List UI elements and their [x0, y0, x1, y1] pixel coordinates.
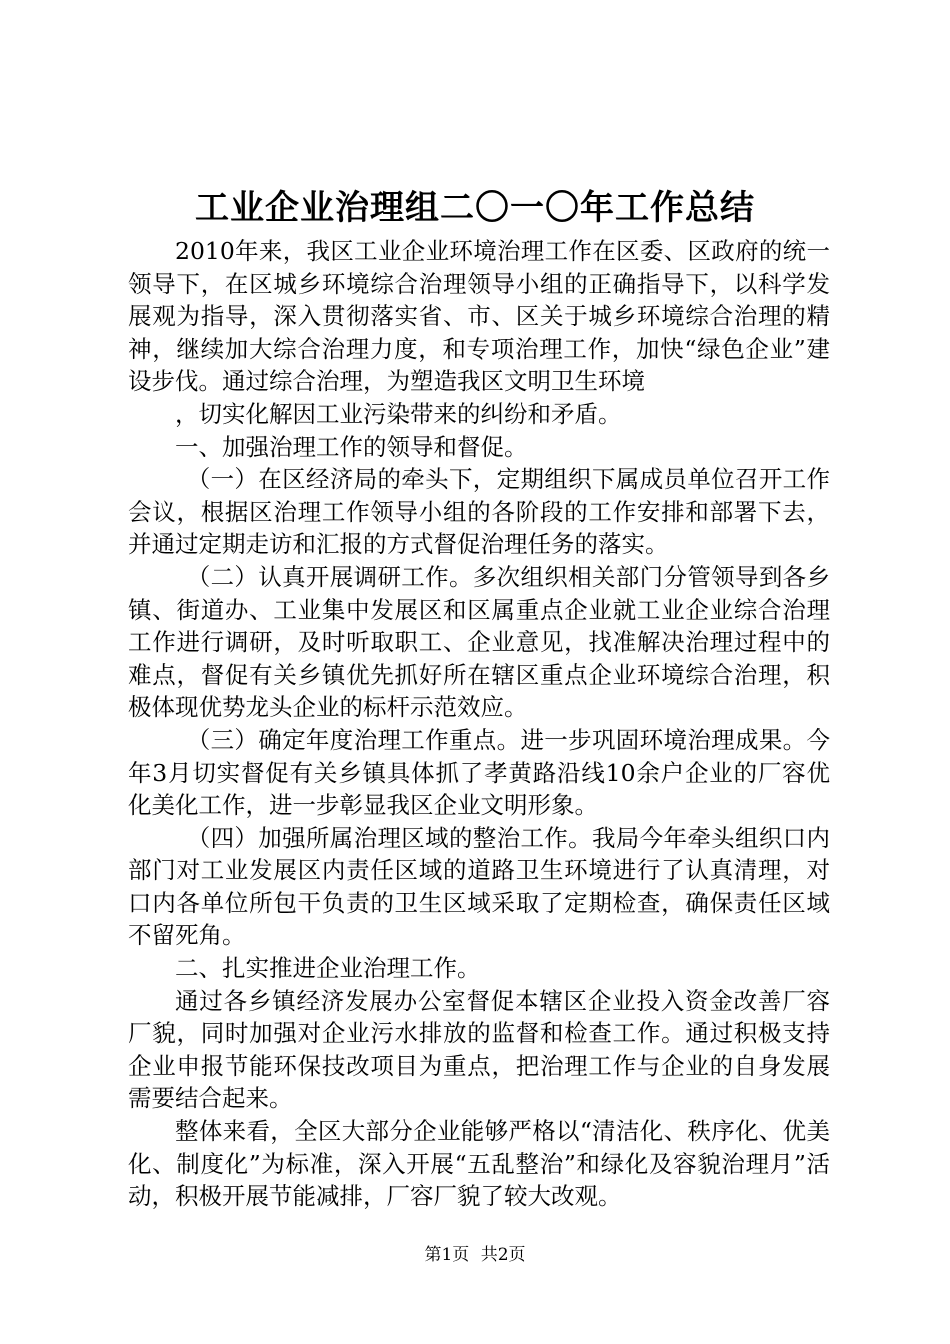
paragraph: ，切实化解因工业污染带来的纠纷和矛盾。: [175, 399, 622, 428]
paragraph: 通过各乡镇经济发展办公室督促本辖区企业投入资金改善厂容厂貌，同时加强对企业污水排放的监督和检查工作。通过积极支持企业申报节能环保技改项目为重点，把治理工作与企业的自身发展需要结合起来。: [128, 986, 830, 1113]
paragraph: （二）认真开展调研工作。多次组织相关部门分管领导到各乡镇、街道办、工业集中发展区和区属重点企业就工业企业综合治理工作进行调研，及时听取职工、企业意见，找准解决治理过程中的难点，督促有关乡镇优先抓好所在辖区重点企业环境综合治理，积极体现优势龙头企业的标杆示范效应。: [128, 562, 830, 722]
section-heading: 二、扎实推进企业治理工作。: [175, 954, 481, 983]
page-total: 共2页: [480, 1245, 526, 1265]
document-title: 工业企业治理组二〇一〇年工作总结: [195, 188, 755, 228]
page-footer: [0, 1244, 950, 1266]
paragraph: （四）加强所属治理区域的整治工作。我局今年牵头组织口内部门对工业发展区内责任区域的道路卫生环境进行了认真清理，对口内各单位所包干负责的卫生区域采取了定期检查，确保责任区域不留死角。: [128, 823, 830, 950]
paragraph: （三）确定年度治理工作重点。进一步巩固环境治理成果。今年3月切实督促有关乡镇具体抓了孝黄路沿线10余户企业的厂容优化美化工作，进一步彰显我区企业文明形象。: [128, 725, 830, 820]
paragraph: 2010年来，我区工业企业环境治理工作在区委、区政府的统一领导下，在区城乡环境综合治理领导小组的正确指导下，以科学发展观为指导，深入贯彻落实省、市、区关于城乡环境综合治理的精神，继续加大综合治理力度，和专项治理工作，加快“绿色企业”建设步伐。通过综合治理，为塑造我区文明卫生环境: [128, 237, 830, 396]
paragraph: （一）在区经济局的牵头下，定期组织下属成员单位召开工作会议，根据区治理工作领导小组的各阶段的工作安排和部署下去，并通过定期走访和汇报的方式督促治理任务的落实。: [128, 465, 830, 559]
section-heading: 一、加强治理工作的领导和督促。: [175, 432, 528, 461]
paragraph: 整体来看，全区大部分企业能够严格以“清洁化、秩序化、优美化、制度化”为标准，深入开展“五乱整治”和绿化及容貌治理月”活动，积极开展节能减排，厂容厂貌了较大改观。: [128, 1117, 830, 1211]
document-body: [128, 235, 830, 1213]
page-number: 第1页: [424, 1245, 470, 1265]
